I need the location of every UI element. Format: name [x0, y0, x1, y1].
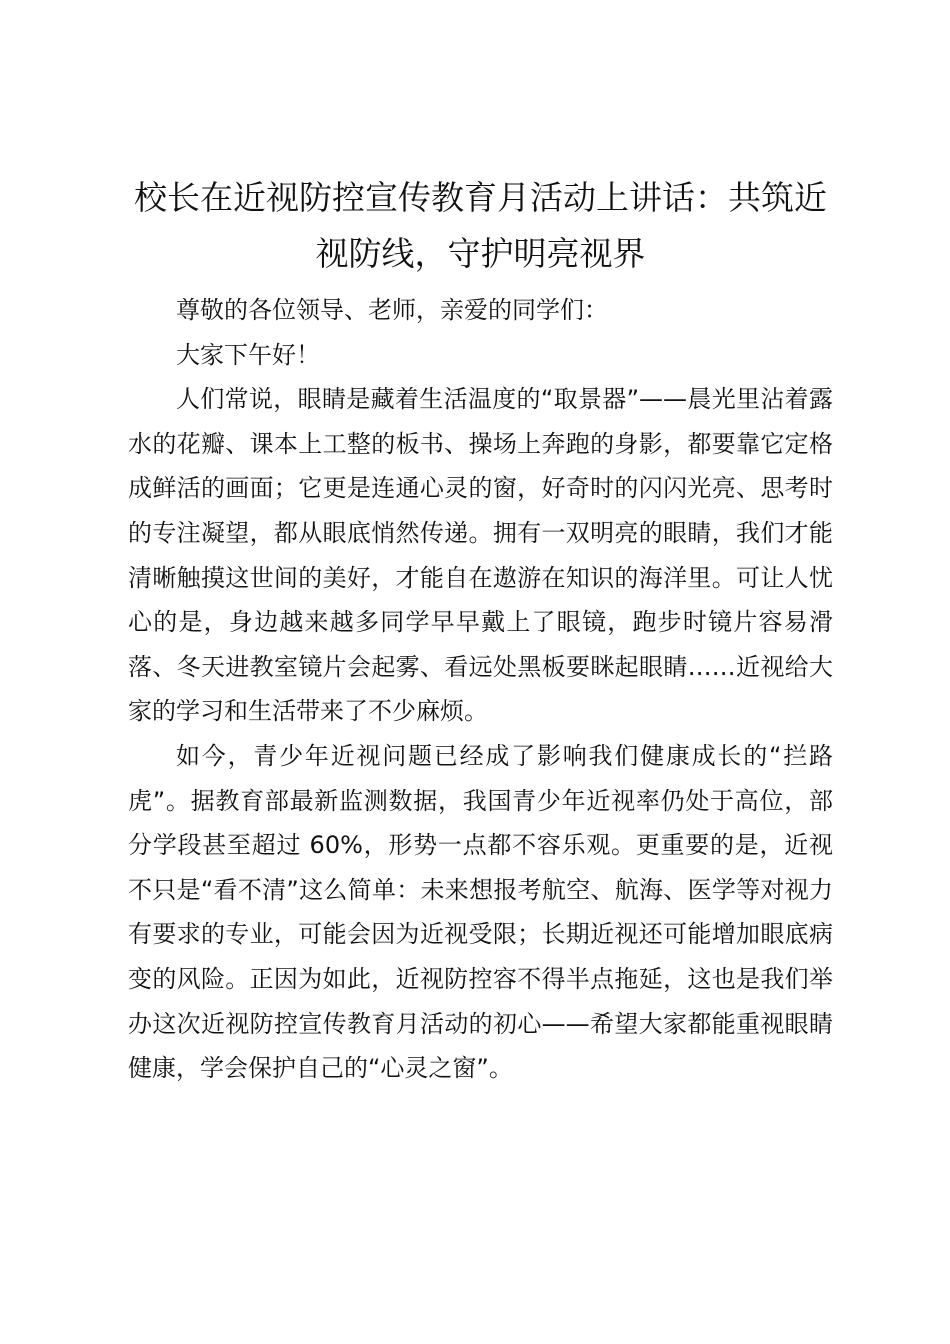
- document-page: [128, 170, 833, 1091]
- body-paragraph-eyes: 人们常说，眼睛是藏着生活温度的“取景器”——晨光里沾着露水的花瓣、课本上工整的板书、操场上奔跑的身影，都要靠它定格成鲜活的画面；它更是连通心灵的窗，好奇时的闪闪光亮、思考时的专注凝望，都从眼底悄然传递。拥有一双明亮的眼睛，我们才能清晰触摸这世间的美好，才能自在遨游在知识的海洋里。可让人忧心的是，身边越来越多同学早早戴上了眼镜，跑步时镜片容易滑落、冬天进教室镜片会起雾、看远处黑板要眯起眼睛……近视给大家的学习和生活带来了不少麻烦。: [128, 385, 833, 726]
- body-paragraph-myopia: 如今，青少年近视问题已经成了影响我们健康成长的“拦路虎”。据教育部最新监测数据，我国青少年近视率仍处于高位，部分学段甚至超过 60%，形势一点都不容乐观。更重要的是，近视不只是“看不清”这么简单：未来想报考航空、航海、医学等对视力有要求的专业，可能会因为近视受限；长期近视还可能增加眼底病变的风险。正因为如此，近视防控容不得半点拖延，这也是我们举办这次近视防控宣传教育月活动的初心——希望大家都能重视眼睛健康，学会保护自己的“心灵之窗”。: [128, 741, 833, 1083]
- salutation-paragraph: 尊敬的各位领导、老师，亲爱的同学们：: [176, 296, 608, 324]
- document-title: 校长在近视防控宣传教育月活动上讲话：共筑近视防线，守护明亮视界: [134, 178, 827, 273]
- greeting-paragraph: 大家下午好！: [176, 340, 320, 369]
